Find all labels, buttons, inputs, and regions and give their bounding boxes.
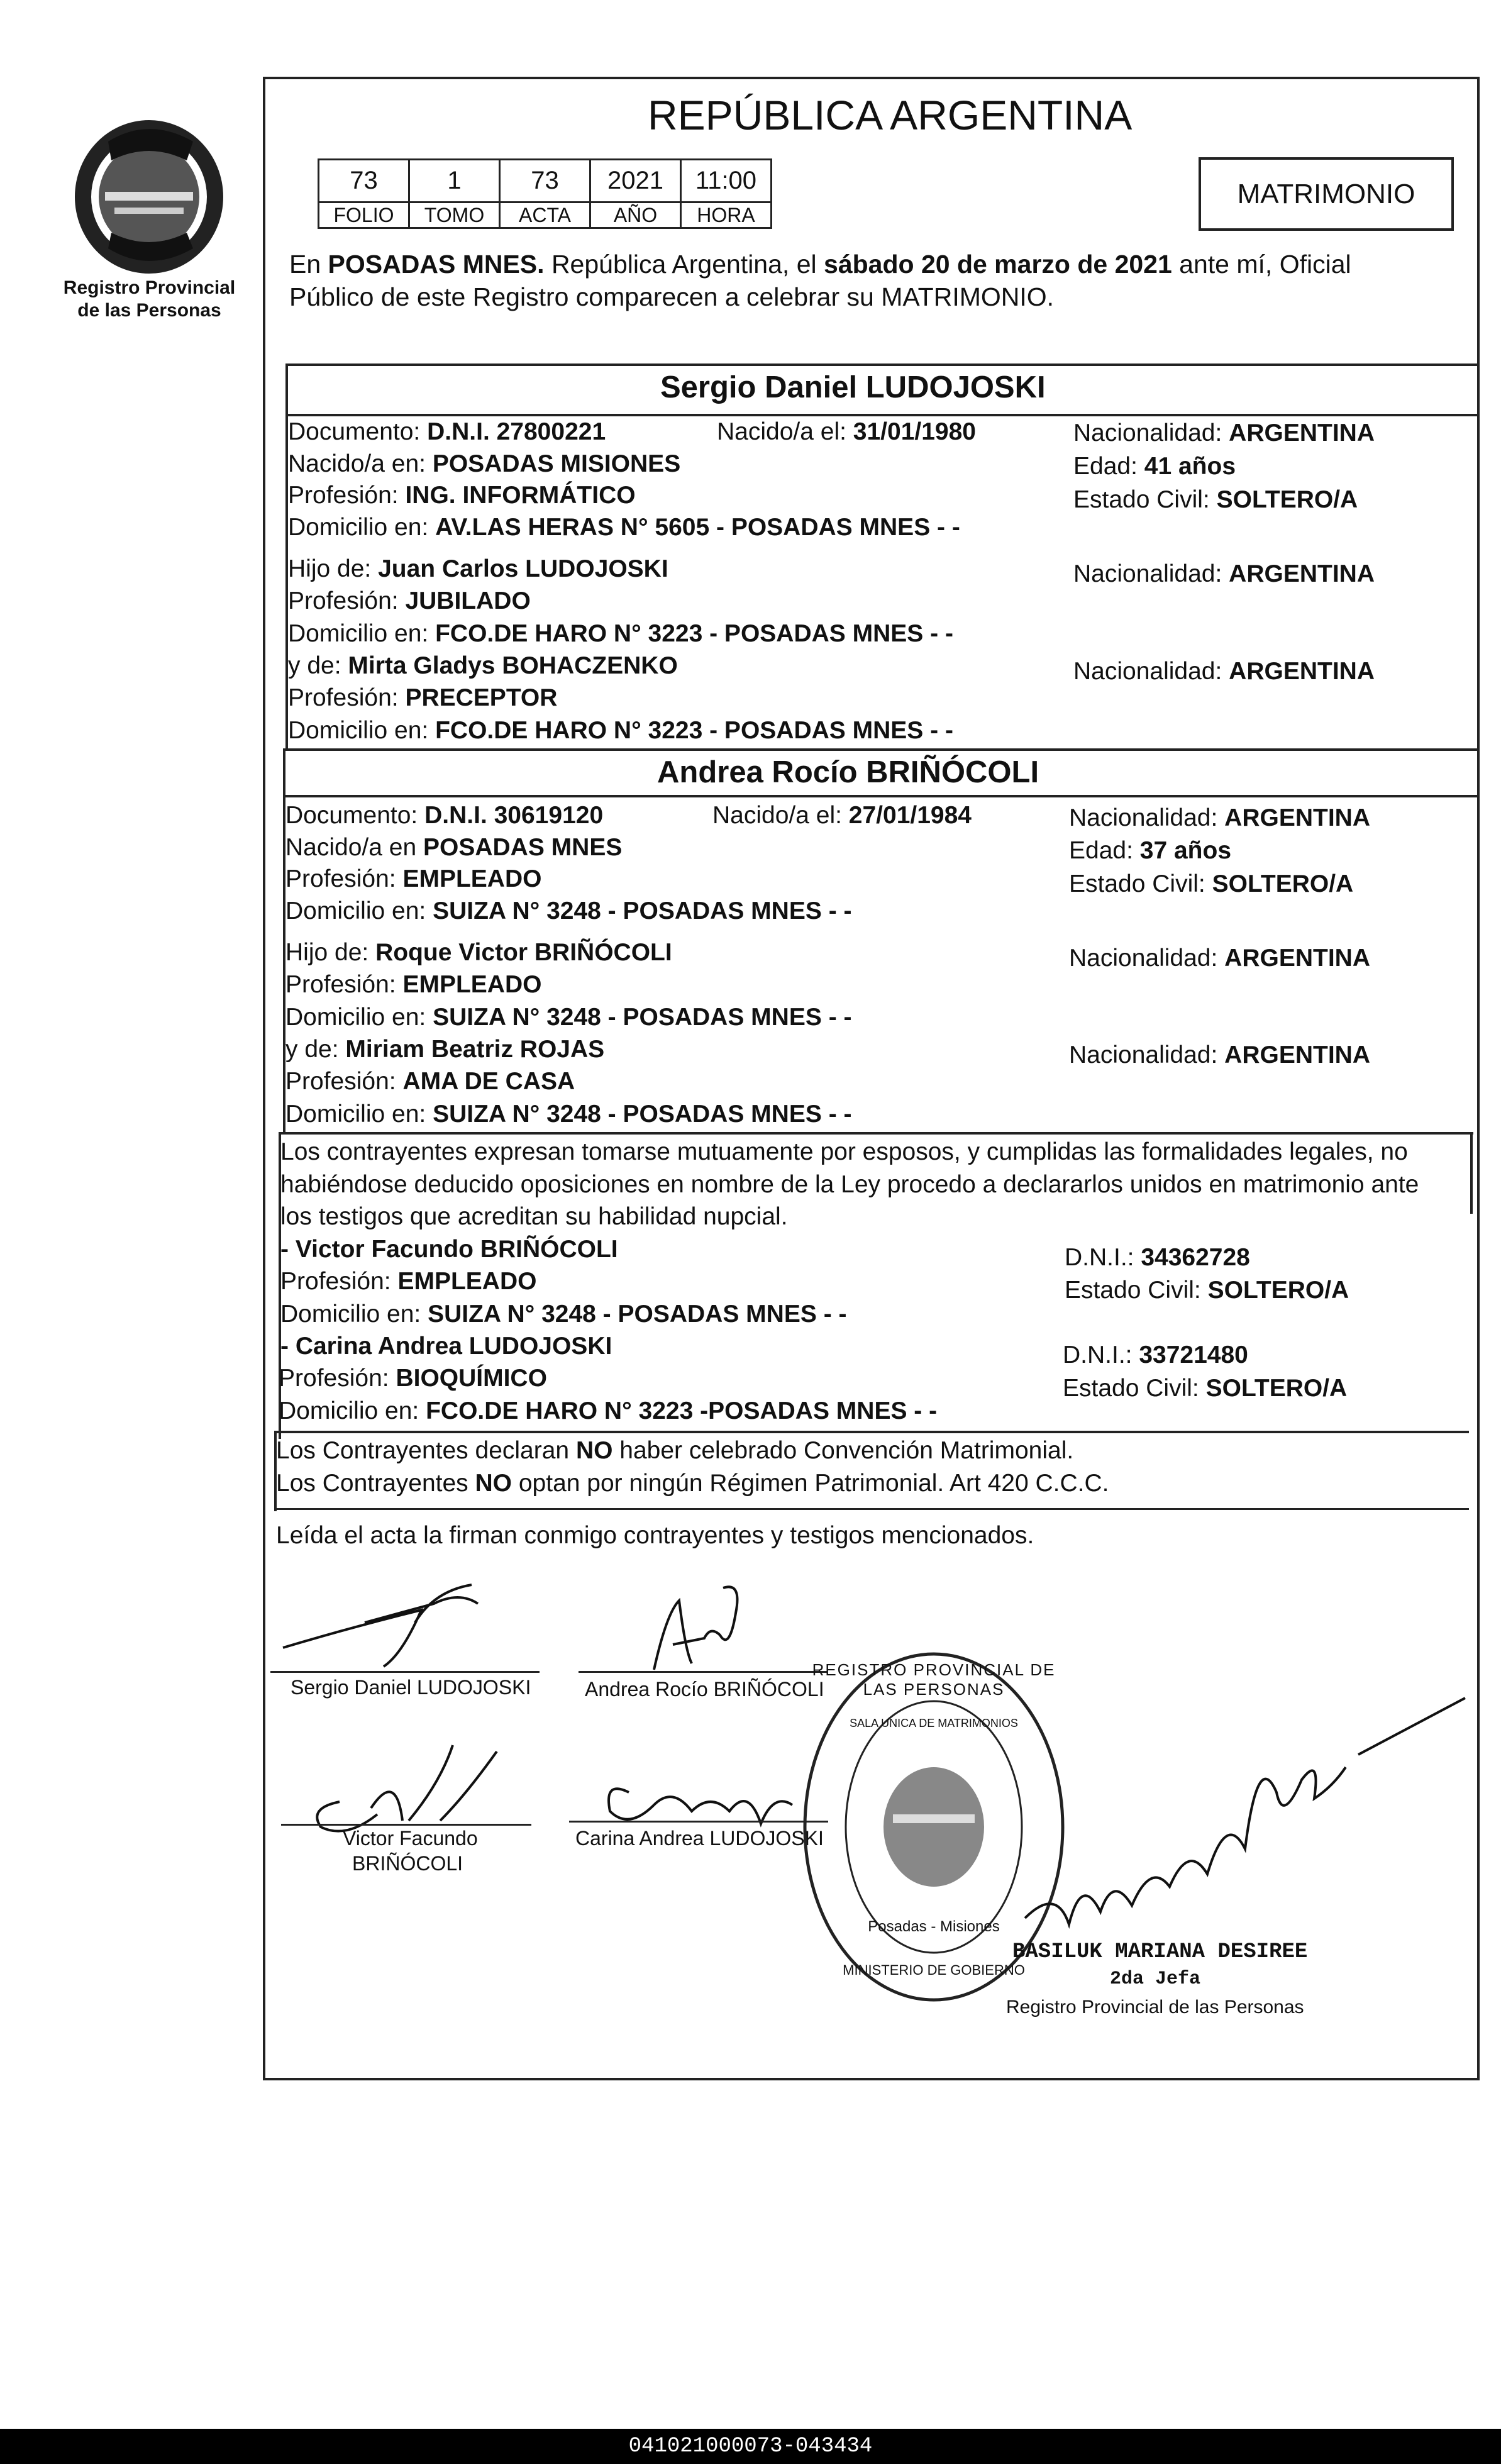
spouse2-age: Edad: 37 años: [1069, 837, 1232, 864]
spouse2-civil-status: Estado Civil: SOLTERO/A: [1069, 870, 1354, 897]
sig-label-bride: Andrea Rocío BRIÑÓCOLI: [585, 1678, 824, 1701]
spouse1-age: Edad: 41 años: [1073, 453, 1236, 480]
spouse1-father-nationality: Nacionalidad: ARGENTINA: [1073, 560, 1375, 587]
intro-line-2: Público de este Registro comparecen a celebrar su MATRIMONIO.: [289, 282, 1055, 311]
closing-statement: Leída el acta la firman conmigo contrayentes y testigos mencionados.: [276, 1522, 1034, 1549]
tomo-value: 1: [409, 160, 500, 203]
spouse1-birthplace: Nacido/a en: POSADAS MISIONES: [288, 450, 681, 477]
signature-witness2: [585, 1755, 824, 1836]
witness2-profession: Profesión: BIOQUÍMICO: [279, 1365, 547, 1392]
footer-bar: [0, 2429, 1501, 2464]
spouse1-civil-status: Estado Civil: SOLTERO/A: [1073, 486, 1358, 513]
spouse2-document: Documento: D.N.I. 30619120: [285, 802, 604, 829]
folio-value: 73: [319, 160, 409, 203]
spouse1-nationality: Nacionalidad: ARGENTINA: [1073, 419, 1375, 447]
spouse1-mother: y de: Mirta Gladys BOHACZENKO: [288, 652, 678, 679]
footer-code: 041021000073-043434: [628, 2434, 873, 2458]
hora-label: HORA: [681, 203, 772, 228]
intro-line-1: En POSADAS MNES. República Argentina, el sábado 20 de marzo de 2021 ante mí, Oficial: [289, 250, 1351, 279]
act-type: MATRIMONIO: [1237, 178, 1415, 209]
signature-groom: [270, 1566, 547, 1673]
spouse2-birthdate: Nacido/a el: 27/01/1984: [712, 802, 972, 829]
declaration-line-3: los testigos que acreditan su habilidad nupcial.: [280, 1203, 788, 1230]
sig-label-witness2: Carina Andrea LUDOJOSKI: [575, 1827, 824, 1850]
witness2-civil-status: Estado Civil: SOLTERO/A: [1063, 1375, 1348, 1402]
spouse1-birthdate: Nacido/a el: 31/01/1980: [717, 418, 976, 445]
spouse2-mother: y de: Miriam Beatriz ROJAS: [285, 1036, 605, 1063]
logo-caption: Registro Provincial de las Personas: [63, 277, 236, 321]
act-type-box: [1199, 157, 1454, 231]
acta-value: 73: [500, 160, 590, 203]
spouse1-mother-address: Domicilio en: FCO.DE HARO N° 3223 - POSADAS MNES - -: [288, 717, 953, 744]
spouse2-mother-nationality: Nacionalidad: ARGENTINA: [1069, 1041, 1371, 1068]
witness2-dni: D.N.I.: 33721480: [1063, 1341, 1248, 1368]
declaration-line-2: habiéndose deducido oposiciones en nombre de la Ley procedo a declararlos unidos en matrimonio ante: [280, 1171, 1419, 1198]
regime-line-2: Los Contrayentes NO optan por ningún Régimen Patrimonial. Art 420 C.C.C.: [276, 1470, 1109, 1497]
spouse1-father-address: Domicilio en: FCO.DE HARO N° 3223 - POSADAS MNES - -: [288, 620, 953, 647]
spouse1-mother-nationality: Nacionalidad: ARGENTINA: [1073, 658, 1375, 685]
witness1-name: - Victor Facundo BRIÑÓCOLI: [280, 1236, 618, 1263]
document-title: REPÚBLICA ARGENTINA: [648, 92, 1133, 138]
declaration-line-1: Los contrayentes expresan tomarse mutuamente por esposos, y cumplidas las formalidades legales, no: [280, 1138, 1408, 1165]
spouse2-birthplace: Nacido/a en POSADAS MNES: [285, 834, 623, 861]
spouse1-name: Sergio Daniel LUDOJOSKI: [660, 370, 1046, 404]
stamp-bottom-text: MINISTERIO DE GOBIERNO: [843, 1962, 1025, 1978]
spouse1-profession: Profesión: ING. INFORMÁTICO: [288, 482, 636, 509]
tomo-label: TOMO: [409, 203, 500, 228]
spouse2-father: Hijo de: Roque Victor BRIÑÓCOLI: [285, 939, 672, 966]
witness2-address: Domicilio en: FCO.DE HARO N° 3223 -POSADAS MNES - -: [279, 1397, 938, 1424]
spouse1-father: Hijo de: Juan Carlos LUDOJOSKI: [288, 555, 668, 582]
anio-label: AÑO: [590, 203, 681, 228]
spouse1-father-profession: Profesión: JUBILADO: [288, 587, 531, 614]
spouse2-name: Andrea Rocío BRIÑÓCOLI: [657, 755, 1039, 789]
sig-label-witness1-line2: BRIÑÓCOLI: [352, 1852, 463, 1875]
witness1-civil-status: Estado Civil: SOLTERO/A: [1065, 1277, 1349, 1304]
stamp-city: Posadas - Misiones: [868, 1918, 1000, 1935]
witness2-name: - Carina Andrea LUDOJOSKI: [280, 1333, 612, 1360]
spouse1-mother-profession: Profesión: PRECEPTOR: [288, 684, 558, 711]
acta-label: ACTA: [500, 203, 590, 228]
sig-label-groom: Sergio Daniel LUDOJOSKI: [291, 1676, 531, 1699]
anio-value: 2021: [590, 160, 681, 203]
spouse2-profession: Profesión: EMPLEADO: [285, 865, 542, 892]
folio-label: FOLIO: [319, 203, 409, 228]
hora-value: 11:00: [681, 160, 772, 203]
signature-official: [1019, 1685, 1471, 1962]
official-role: 2da Jefa: [1110, 1968, 1201, 1990]
stamp-inner-text: SALA UNICA DE MATRIMONIOS: [850, 1717, 1018, 1729]
spouse2-nationality: Nacionalidad: ARGENTINA: [1069, 804, 1371, 831]
sig-label-witness1-line1: Victor Facundo: [343, 1827, 478, 1850]
registry-table: [318, 158, 772, 229]
spouse2-father-address: Domicilio en: SUIZA N° 3248 - POSADAS MNES - -: [285, 1004, 852, 1031]
stamp-ring-text: REGISTRO PROVINCIAL DE LAS PERSONAS: [812, 1660, 1056, 1699]
official-office: Registro Provincial de las Personas: [1006, 1997, 1304, 2017]
spouse1-address: Domicilio en: AV.LAS HERAS N° 5605 - POSADAS MNES - -: [288, 514, 960, 541]
spouse2-address: Domicilio en: SUIZA N° 3248 - POSADAS MNES - -: [285, 897, 852, 924]
spouse2-mother-address: Domicilio en: SUIZA N° 3248 - POSADAS MNES - -: [285, 1101, 852, 1128]
regime-line-1: Los Contrayentes declaran NO haber celebrado Convención Matrimonial.: [276, 1437, 1074, 1464]
spouse2-mother-profession: Profesión: AMA DE CASA: [285, 1068, 575, 1095]
signature-bride: [616, 1575, 780, 1676]
spouse2-father-nationality: Nacionalidad: ARGENTINA: [1069, 945, 1371, 972]
province-seal-logo: [70, 116, 228, 277]
spouse1-document: Documento: D.N.I. 27800221: [288, 418, 606, 445]
witness1-dni: D.N.I.: 34362728: [1065, 1244, 1250, 1271]
spouse2-father-profession: Profesión: EMPLEADO: [285, 971, 542, 998]
official-name: BASILUK MARIANA DESIREE: [1012, 1940, 1308, 1964]
witness1-address: Domicilio en: SUIZA N° 3248 - POSADAS MNES - -: [280, 1301, 847, 1328]
witness1-profession: Profesión: EMPLEADO: [280, 1268, 537, 1295]
